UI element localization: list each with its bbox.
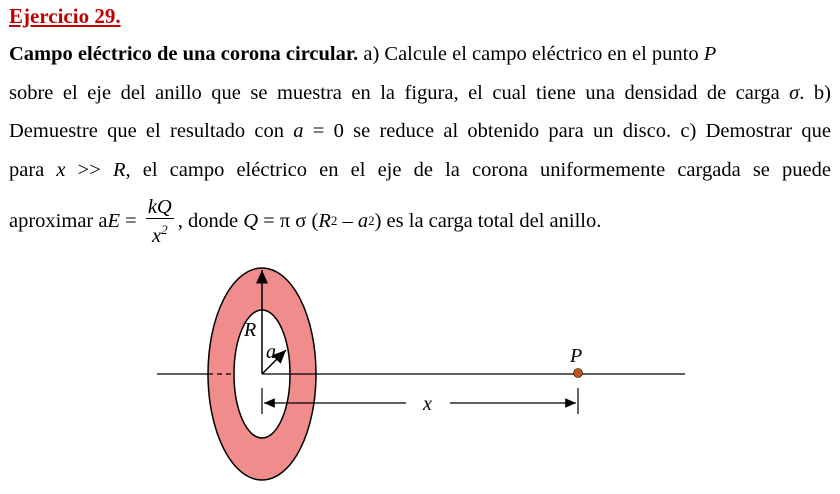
field-fraction: $\frac{kQ}{x^2}$ <box>147 196 172 247</box>
bold-lead: Campo eléctrico de una corona circular. <box>9 43 359 65</box>
statement-line-1: Campo eléctrico de una corona circular. a) Calcule el campo eléctrico en el punto P <box>9 43 717 65</box>
point-P <box>574 369 583 378</box>
label-P: P <box>570 345 583 367</box>
label-R: R <box>244 319 257 341</box>
label-x: x <box>423 393 432 415</box>
statement-line-5: aproximar a E = $\frac{kQ}{x^2}$ , donde Q = π σ ( R 2 – a 2 ) es la carga total del anillo. <box>9 196 602 247</box>
label-a: a <box>266 341 276 363</box>
statement-line-2: sobre el eje del anillo que se muestra en la figura, el cual tiene una densidad de carga σ. b) <box>9 81 831 104</box>
exercise-heading: Ejercicio 29. <box>9 4 121 28</box>
statement-line-3: Demuestre que el resultado con a = 0 se reduce al obtenido para un disco. c) Demostrar que <box>9 120 831 142</box>
statement-line-4: para x >> R, el campo eléctrico en el eje de la corona uniformemente cargada se puede <box>9 158 831 181</box>
